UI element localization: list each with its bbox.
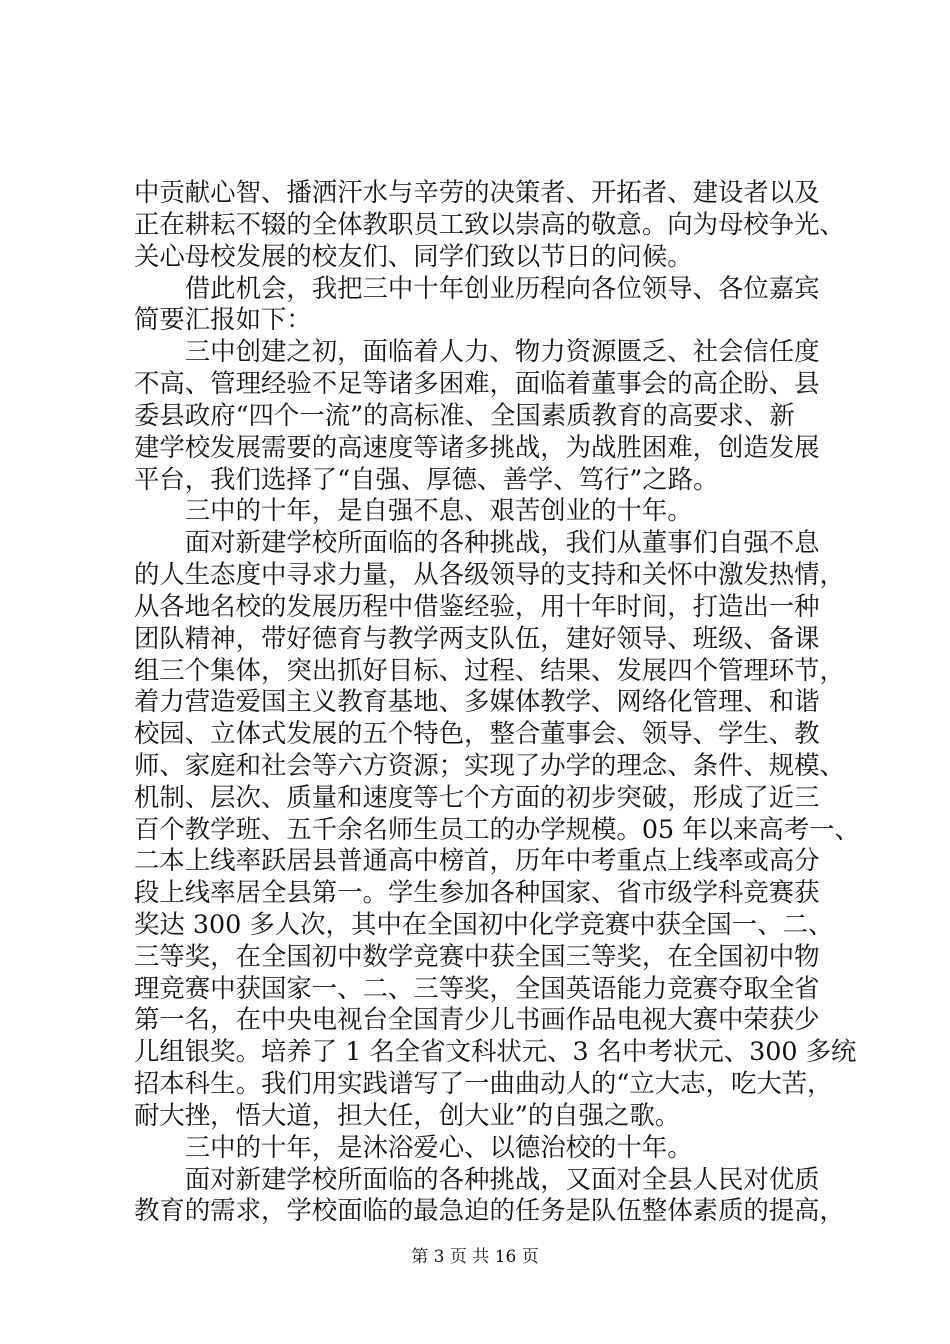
text-line: 团队精神，带好德育与教学两支队伍，建好领导、班级、备课 bbox=[134, 623, 820, 653]
text-line: 奖达 300 多人次，其中在全国初中化学竞赛中获全国一、二、 bbox=[134, 909, 834, 939]
text-line: 的人生态度中寻求力量，从各级领导的支持和关怀中激发热情， bbox=[134, 559, 845, 589]
text-line: 师、家庭和社会等六方资源；实现了办学的理念、条件、规模、 bbox=[134, 750, 845, 780]
text-line: 委县政府“四个一流”的高标准、全国素质教育的高要求、新 bbox=[134, 400, 795, 430]
text-line: 组三个集体，突出抓好目标、过程、结果、发展四个管理环节， bbox=[134, 655, 845, 685]
text-line: 机制、层次、质量和速度等七个方面的初步突破，形成了近三 bbox=[134, 782, 820, 812]
text-line: 着力营造爱国主义教育基地、多媒体教学、网络化管理、和谐 bbox=[134, 686, 820, 716]
text-line: 三中的十年，是自强不息、艰苦创业的十年。 bbox=[134, 495, 693, 525]
text-line: 教育的需求，学校面临的最急迫的任务是队伍整体素质的提高， bbox=[134, 1195, 845, 1225]
text-line: 中贡献心智、播洒汗水与辛劳的决策者、开拓者、建设者以及 bbox=[134, 177, 820, 207]
text-line: 校园、立体式发展的五个特色，整合董事会、领导、学生、教 bbox=[134, 718, 820, 748]
text-line: 招本科生。我们用实践谱写了一曲曲动人的“立大志，吃大苦， bbox=[134, 1068, 833, 1098]
text-line: 三中的十年，是沐浴爱心、以德治校的十年。 bbox=[134, 1132, 693, 1162]
text-line: 关心母校发展的校友们、同学们致以节日的问候。 bbox=[134, 241, 693, 271]
text-line: 正在耕耘不辍的全体教职员工致以崇高的敬意。向为母校争光、 bbox=[134, 209, 845, 239]
text-line: 面对新建学校所面临的各种挑战，我们从董事们自强不息 bbox=[134, 527, 820, 557]
text-line: 段上线率居全县第一。学生参加各种国家、省市级学科竞赛获 bbox=[134, 877, 820, 907]
text-line: 面对新建学校所面临的各种挑战，又面对全县人民对优质 bbox=[134, 1164, 820, 1194]
text-line: 从各地名校的发展历程中借鉴经验，用十年时间，打造出一种 bbox=[134, 591, 820, 621]
text-line: 三中创建之初，面临着人力、物力资源匮乏、社会信任度 bbox=[134, 336, 820, 366]
text-line: 不高、管理经验不足等诸多困难，面临着董事会的高企盼、县 bbox=[134, 368, 820, 398]
text-line: 第一名，在中央电视台全国青少儿书画作品电视大赛中荣获少 bbox=[134, 1004, 820, 1034]
text-line: 三等奖，在全国初中数学竞赛中获全国三等奖，在全国初中物 bbox=[134, 941, 820, 971]
text-line: 二本上线率跃居县普通高中榜首，历年中考重点上线率或高分 bbox=[134, 845, 820, 875]
text-line: 简要汇报如下： bbox=[134, 304, 312, 334]
text-line: 耐大挫，悟大道，担大任，创大业”的自强之歌。 bbox=[134, 1100, 681, 1130]
text-line: 理竞赛中获国家一、二、三等奖，全国英语能力竞赛夺取全省 bbox=[134, 973, 820, 1003]
text-line: 百个教学班、五千余名师生员工的办学规模。05 年以来高考一、 bbox=[134, 814, 860, 844]
text-line: 借此机会，我把三中十年创业历程向各位领导、各位嘉宾 bbox=[134, 273, 820, 303]
text-line: 平台，我们选择了“自强、厚德、善学、笃行”之路。 bbox=[134, 464, 719, 494]
text-line: 建学校发展需要的高速度等诸多挑战，为战胜困难，创造发展 bbox=[134, 432, 820, 462]
page-footer: 第 3 页 共 16 页 bbox=[411, 1247, 539, 1267]
text-line: 儿组银奖。培养了 1 名全省文科状元、3 名中考状元、300 多统 bbox=[134, 1036, 857, 1066]
